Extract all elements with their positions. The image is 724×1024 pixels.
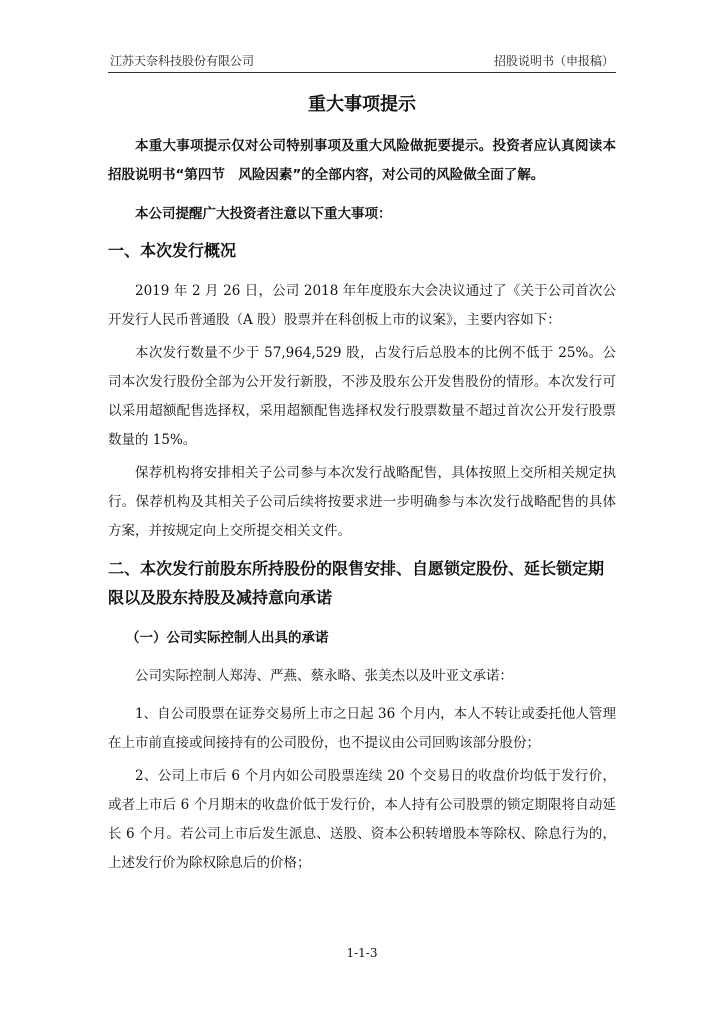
section2-paragraph-3: 2、公司上市后 6 个月内如公司股票连续 20 个交易日的收盘价均低于发行价，或者上市后 6 个月期末的收盘价低于发行价，本人持有公司股票的锁定期限将自动延长 6 个月。若公司上市后发生派息、送股、资本公积转增股本等除权、除息行为的，上述发行价为除权除息后的价格； [108,768,616,871]
header-doc-title: 招股说明书（申报稿） [493,54,614,68]
section2-paragraph-1: 公司实际控制人郑涛、严燕、蔡永略、张美杰以及叶亚文承诺： [135,668,513,684]
page-header [108,50,616,73]
section1-heading: 一、本次发行概况 [108,241,237,260]
page-number: 1-1-3 [346,946,378,960]
section2-subheading-1: （一）公司实际控制人出具的承诺 [126,630,329,646]
section2-heading: 二、本次发行前股东所持股份的限售安排、自愿锁定股份、延长锁定期限以及股东持股及减持意向承诺 [108,559,605,607]
section2-paragraph-2: 1、自公司股票在证券交易所上市之日起 36 个月内，本人不转让或委托他人管理在上市前直接或间接持有的公司股份，也不提议由公司回购该部分股份； [108,706,616,751]
header-company: 江苏天奈科技股份有限公司 [110,54,255,68]
section1-paragraph-1: 2019 年 2 月 26 日，公司 2018 年年度股东大会决议通过了《关于公司首次公开发行人民币普通股（A 股）股票并在科创板上市的议案》，主要内容如下： [108,283,616,328]
section1-paragraph-3: 保荐机构将安排相关子公司参与本次发行战略配售，具体按照上交所相关规定执行。保荐机构及其相关子公司后续将按要求进一步明确参与本次发行战略配售的具体方案，并按规定向上交所提交相关文件。 [108,465,616,539]
remind-paragraph: 本公司提醒广大投资者注意以下重大事项： [135,206,392,222]
page-title: 重大事项提示 [308,94,416,115]
section1-paragraph-2: 本次发行数量不少于 57,964,529 股，占发行后总股本的比例不低于 25%。公司本次发行股份全部为公开发行新股，不涉及股东公开发售股份的情形。本次发行可以采用超额配售选择权，采用超额配售选择权发行股票数量不超过首次公开发行股票数量的 15%。 [108,345,616,448]
intro-paragraph: 本重大事项提示仅对公司特别事项及重大风险做扼要提示。投资者应认真阅读本招股说明书“第四节 风险因素”的全部内容，对公司的风险做全面了解。 [108,138,616,183]
